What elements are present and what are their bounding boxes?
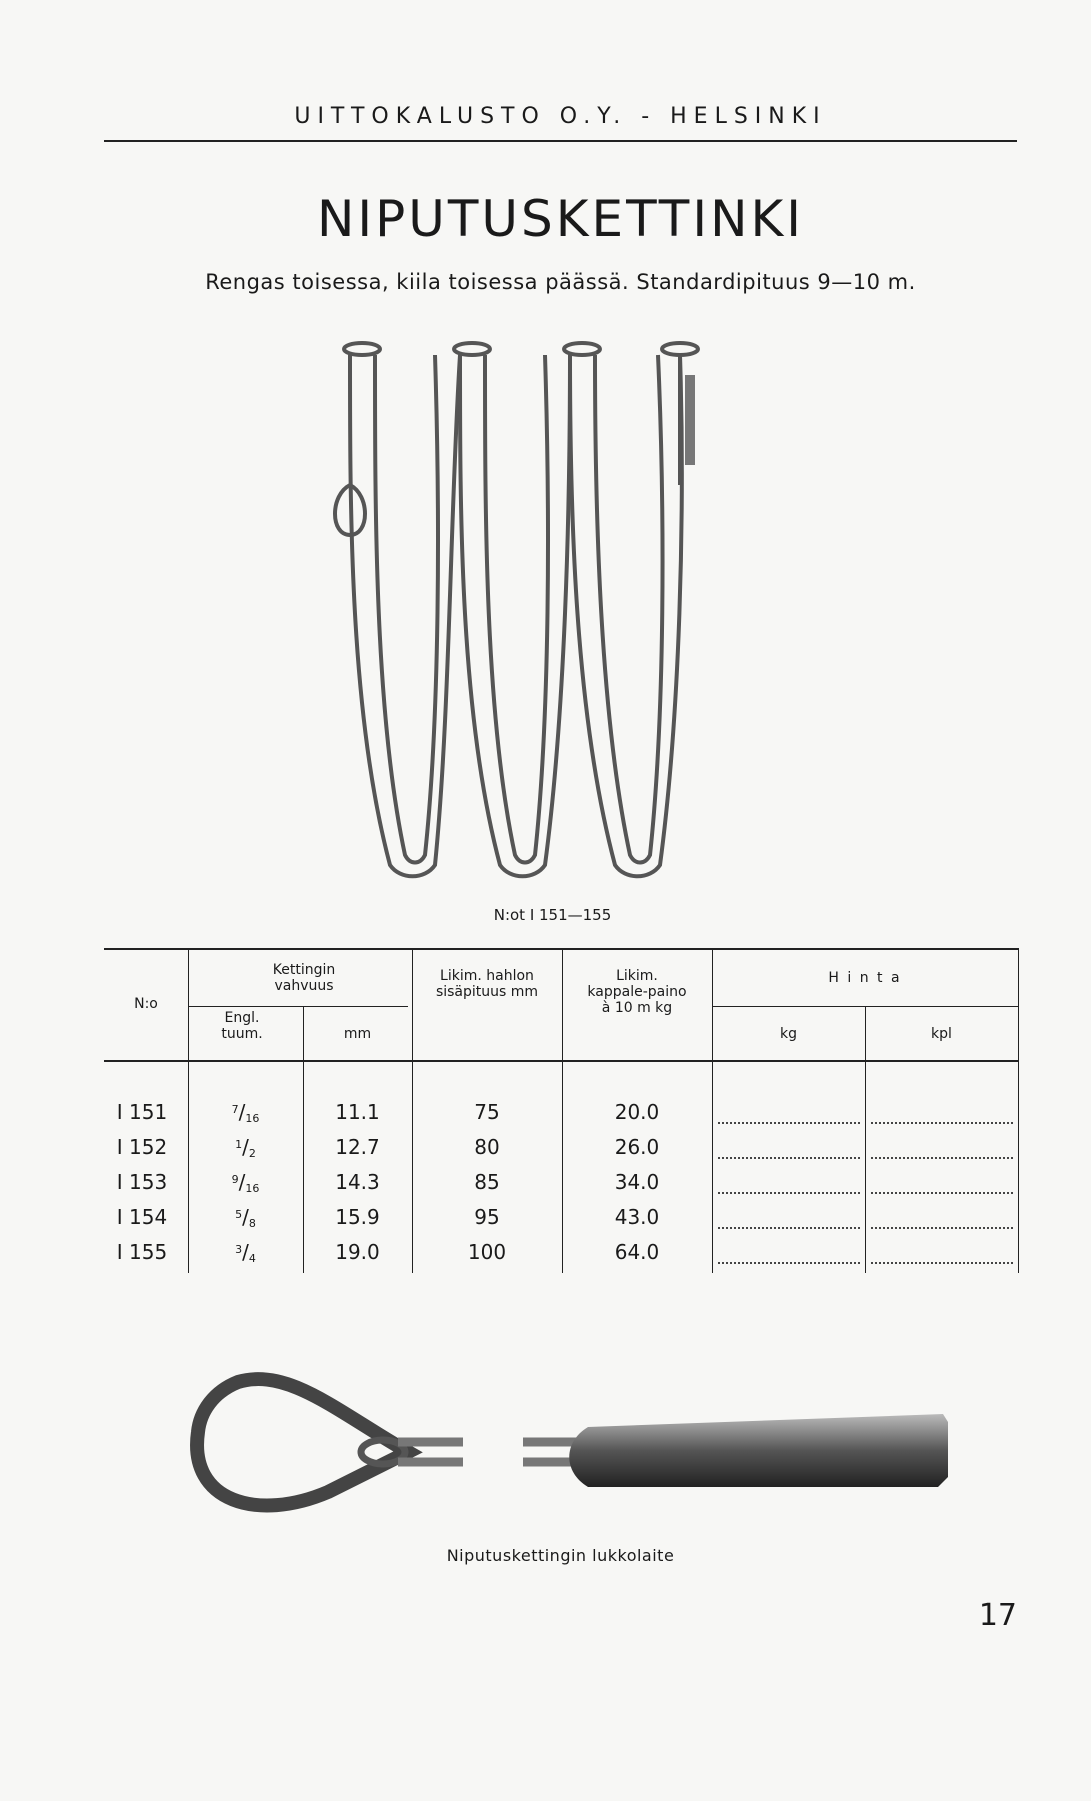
table-row — [96, 1170, 1020, 1200]
price-kg-blank — [718, 1262, 860, 1264]
row-weight: 26.0 — [614, 1135, 660, 1159]
header-bottom-rule — [104, 1060, 1018, 1062]
header-price-kpl: kpl — [931, 1026, 952, 1042]
row-weight: 20.0 — [614, 1100, 660, 1124]
page-subtitle: Rengas toisessa, kiila toisessa päässä. Standardipituus 9—10 m. — [205, 270, 916, 294]
row-weight: 34.0 — [614, 1170, 660, 1194]
page-header: UITTOKALUSTO O.Y. - HELSINKI — [294, 104, 827, 129]
header-rule — [104, 140, 1017, 142]
row-no: I 151 — [116, 1100, 168, 1124]
row-inch: $^7/_{16}$ — [231, 1100, 260, 1125]
row-inch: $^1/_2$ — [235, 1135, 256, 1160]
lock-caption: Niputuskettingin lukkolaite — [446, 1546, 675, 1565]
row-no: I 154 — [116, 1205, 168, 1229]
row-length: 85 — [474, 1170, 500, 1194]
price-kg-blank — [718, 1122, 860, 1124]
chain-illustration-icon — [330, 335, 775, 895]
row-inch: $^5/_8$ — [235, 1205, 256, 1230]
figure-caption: N:ot I 151—155 — [493, 906, 612, 924]
row-weight: 43.0 — [614, 1205, 660, 1229]
header-mm: mm — [343, 1026, 372, 1042]
row-length: 75 — [474, 1100, 500, 1124]
price-kpl-blank — [871, 1122, 1013, 1124]
header-price-kg: kg — [780, 1026, 797, 1042]
row-no: I 152 — [116, 1135, 168, 1159]
row-no: I 155 — [116, 1240, 168, 1264]
row-length: 95 — [474, 1205, 500, 1229]
row-weight: 64.0 — [614, 1240, 660, 1264]
header-engl-inch: Engl. tuum. — [221, 1010, 263, 1042]
row-inch: $^9/_{16}$ — [231, 1170, 260, 1195]
price-kpl-blank — [871, 1192, 1013, 1194]
price-kpl-blank — [871, 1262, 1013, 1264]
header-price: H i n t a — [828, 970, 902, 986]
page-title: NIPUTUSKETTINKI — [316, 190, 805, 248]
page-number: 17 — [978, 1598, 1017, 1633]
price-kg-blank — [718, 1157, 860, 1159]
row-inch: $^3/_4$ — [235, 1240, 256, 1265]
thickness-sub-rule — [188, 1006, 408, 1007]
row-mm: 14.3 — [335, 1170, 380, 1194]
price-kpl-blank — [871, 1157, 1013, 1159]
table-row — [96, 1135, 1020, 1165]
header-no: N:o — [134, 996, 158, 1012]
row-no: I 153 — [116, 1170, 168, 1194]
header-inner-length: Likim. hahlon sisäpituus mm — [435, 968, 539, 1000]
row-mm: 11.1 — [335, 1100, 380, 1124]
price-kg-blank — [718, 1227, 860, 1229]
table-row — [96, 1240, 1020, 1270]
header-thickness: Kettingin vahvuus — [272, 962, 336, 994]
row-length: 80 — [474, 1135, 500, 1159]
row-mm: 19.0 — [335, 1240, 380, 1264]
table-row — [96, 1205, 1020, 1235]
row-mm: 15.9 — [335, 1205, 380, 1229]
table-top-rule — [104, 948, 1018, 950]
row-mm: 12.7 — [335, 1135, 380, 1159]
header-weight: Likim. kappale-paino à 10 m kg — [587, 968, 687, 1016]
table-row — [96, 1100, 1020, 1130]
row-length: 100 — [467, 1240, 507, 1264]
price-kpl-blank — [871, 1227, 1013, 1229]
spec-table — [96, 948, 1020, 1276]
price-kg-blank — [718, 1192, 860, 1194]
lock-device-illustration-icon — [178, 1352, 958, 1552]
